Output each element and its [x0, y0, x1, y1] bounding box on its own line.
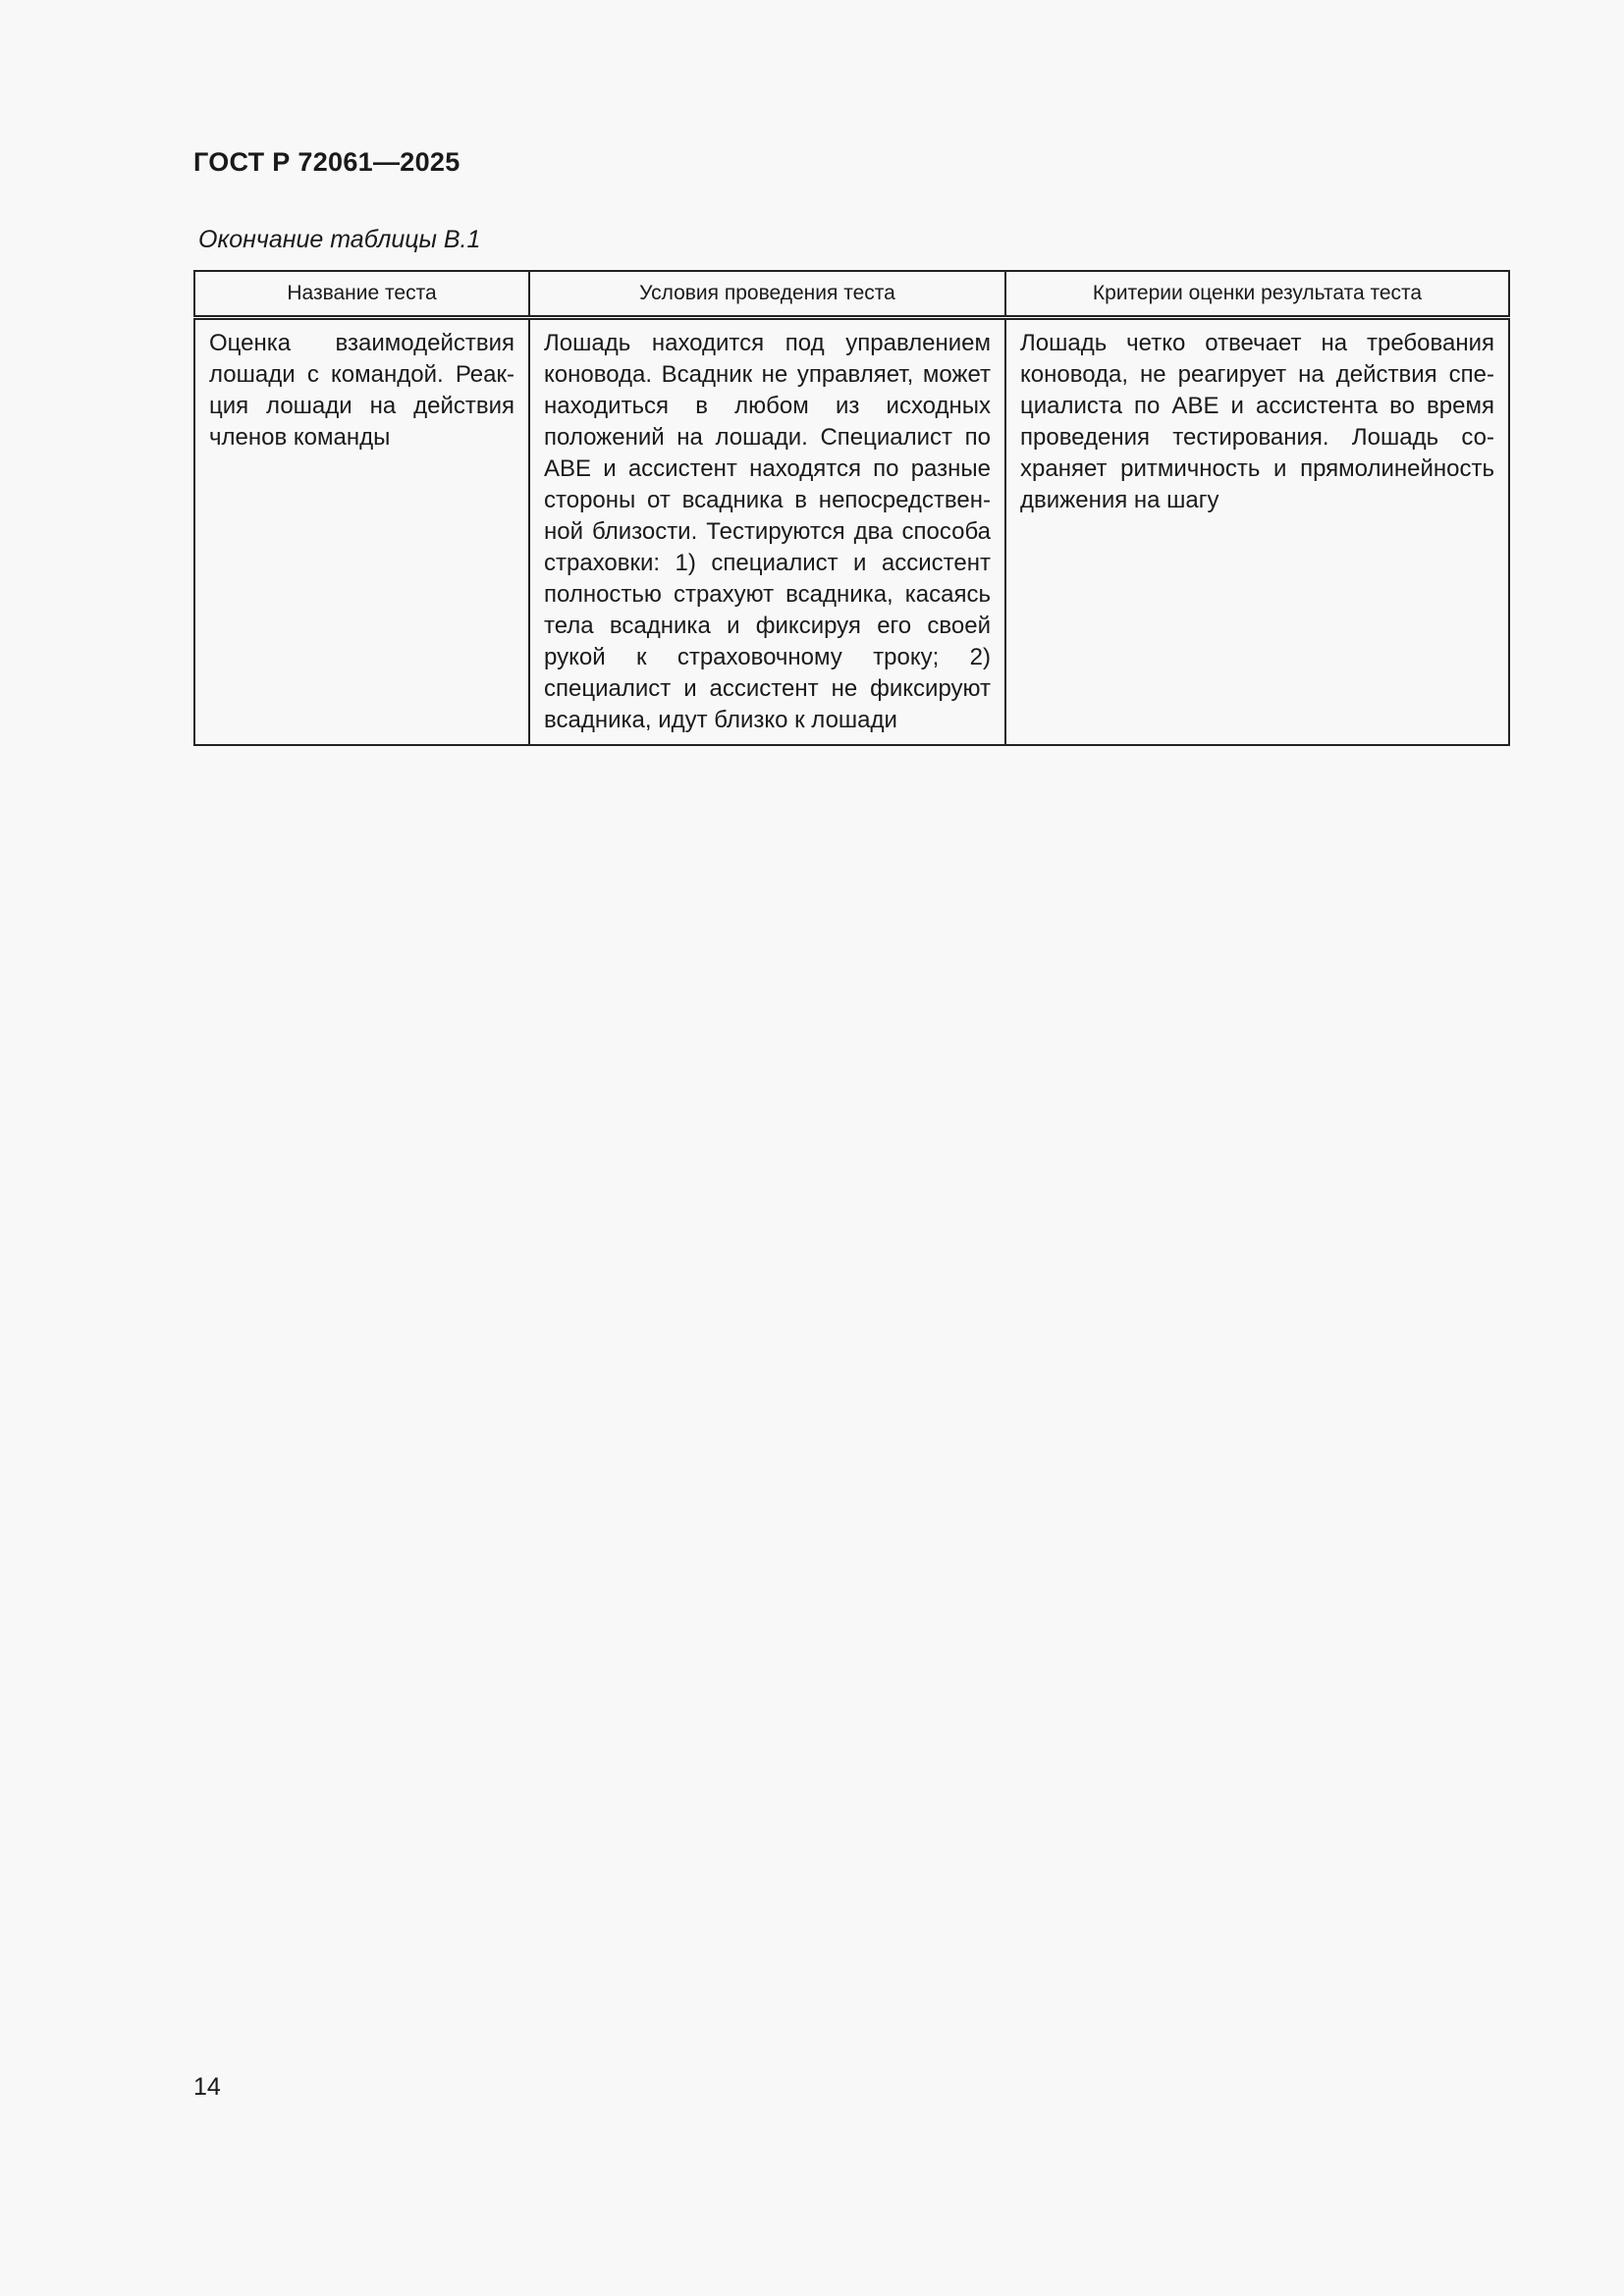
page-number: 14: [193, 2073, 221, 2101]
table-row: [194, 318, 1509, 746]
table-caption: Окончание таблицы В.1: [198, 226, 481, 253]
column-header-test-name: Название теста: [194, 271, 529, 318]
column-header-conditions: Условия проведения теста: [529, 271, 1005, 318]
cell-criteria: Лошадь четко отвечает на требования коновода, не реагирует на действия специалиста по АВЕ и ассистента во время проведения тестирования. Лошадь сохраняет ритмичность и прямолинейность движения на шагу: [1005, 318, 1509, 746]
column-header-criteria: Критерии оценки результата теста: [1005, 271, 1509, 318]
table-header-row: [194, 271, 1509, 318]
tests-table: [193, 270, 1510, 746]
cell-test-name: Оценка взаимодействия лошади с командой. Реакция лошади на действия членов команды: [194, 318, 529, 746]
document-code: ГОСТ Р 72061—2025: [193, 147, 460, 177]
cell-conditions: Лошадь находится под управлением коновода. Всадник не управляет, может находиться в любом из исходных положений на лошади. Специалист по АВЕ и ассистент находятся по разные стороны от всадника в непосредственной близости. Тестируются два способа страховки: 1) специалист и ассистент полностью страхуют всадника, касаясь тела всадника и фиксируя его своей рукой к страховочному троку; 2) специалист и ассистент не фиксируют всадника, идут близко к лошади: [529, 318, 1005, 746]
